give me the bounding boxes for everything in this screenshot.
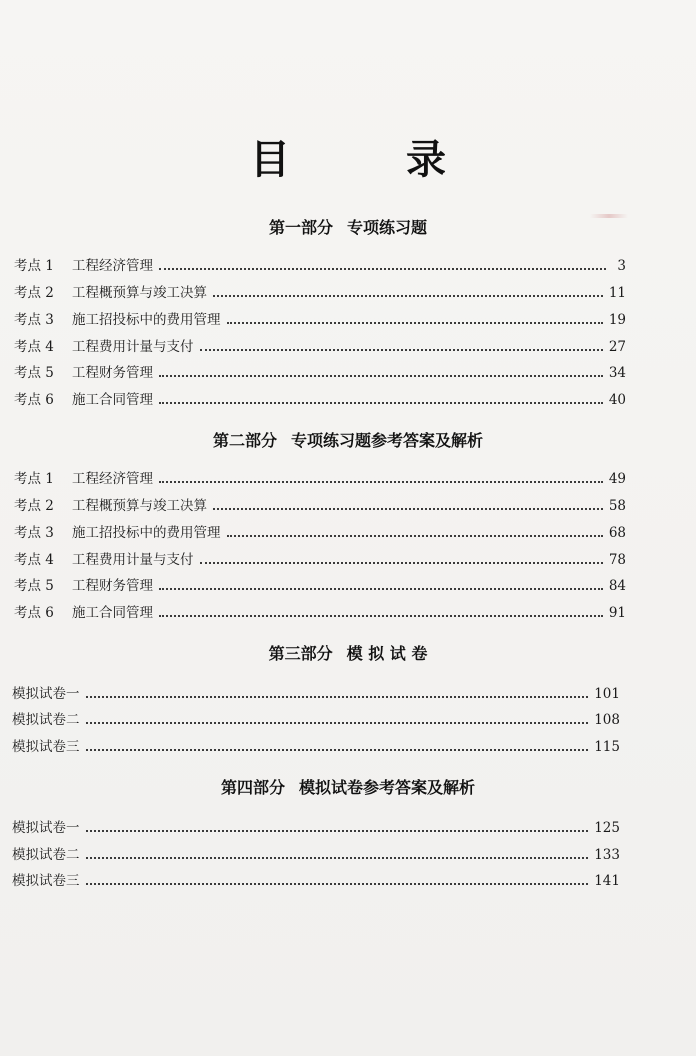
- toc-entry[interactable]: [14, 465, 626, 487]
- entry-title: 工程经济管理: [72, 258, 153, 274]
- entry-number: 考点 1: [14, 471, 54, 487]
- entry-title: 工程概预算与竣工决算: [72, 285, 207, 301]
- leader-dots: [86, 883, 589, 885]
- entry-title: 工程财务管理: [72, 365, 153, 381]
- entry-page: 133: [594, 847, 620, 863]
- toc-entry[interactable]: [12, 706, 620, 728]
- toc-entry[interactable]: [14, 333, 626, 355]
- entry-title: 模拟试卷一: [12, 820, 80, 836]
- section-heading-part-4: [0, 775, 696, 798]
- leader-dots: [86, 696, 589, 698]
- entry-page: 68: [608, 525, 626, 541]
- leader-dots: [159, 268, 606, 270]
- entry-page: 84: [608, 578, 626, 594]
- leader-dots: [159, 615, 603, 617]
- entry-page: 3: [617, 258, 626, 274]
- toc-entry[interactable]: [14, 492, 626, 514]
- section-heading-part-3: [0, 641, 696, 664]
- leader-dots: [86, 830, 589, 832]
- entry-page: 101: [594, 686, 620, 702]
- toc-entry[interactable]: [14, 279, 626, 301]
- entry-page: 19: [608, 312, 626, 328]
- leader-dots: [159, 481, 603, 483]
- toc-entry[interactable]: [12, 841, 620, 863]
- entry-title: 工程费用计量与支付: [72, 552, 194, 568]
- leader-dots: [86, 857, 589, 859]
- toc-entry[interactable]: [12, 733, 620, 755]
- entry-number: 考点 4: [14, 552, 54, 568]
- entry-title: 模拟试卷三: [12, 739, 80, 755]
- entry-page: 115: [594, 739, 620, 755]
- toc-entry[interactable]: [14, 572, 626, 594]
- toc-entry[interactable]: [14, 386, 626, 408]
- leader-dots: [213, 508, 603, 510]
- entry-page: 58: [608, 498, 626, 514]
- entry-page: 108: [594, 712, 620, 728]
- entry-page: 49: [608, 471, 626, 487]
- leader-dots: [159, 402, 603, 404]
- entry-title: 施工合同管理: [72, 392, 153, 408]
- toc-entry[interactable]: [14, 252, 626, 274]
- entry-number: 考点 3: [14, 525, 54, 541]
- toc-entry[interactable]: [14, 306, 626, 328]
- part-label: 第四部分: [220, 778, 285, 797]
- section-heading-part-1: [0, 215, 696, 238]
- entry-title: 模拟试卷二: [12, 712, 80, 728]
- entry-page: 40: [608, 392, 626, 408]
- entry-number: 考点 6: [14, 392, 54, 408]
- entry-number: 考点 5: [14, 578, 54, 594]
- toc-entry[interactable]: [12, 814, 620, 836]
- part-name: 模拟试卷参考答案及解析: [299, 778, 476, 797]
- entry-page: 27: [608, 339, 626, 355]
- toc-entry[interactable]: [12, 867, 620, 889]
- entry-number: 考点 3: [14, 312, 54, 328]
- toc-entry[interactable]: [14, 519, 626, 541]
- leader-dots: [159, 375, 603, 377]
- entry-title: 工程费用计量与支付: [72, 339, 194, 355]
- entry-title: 施工合同管理: [72, 605, 153, 621]
- entry-title: 施工招投标中的费用管理: [72, 525, 221, 541]
- toc-entry[interactable]: [12, 680, 620, 702]
- leader-dots: [159, 588, 603, 590]
- toc-entry[interactable]: [14, 359, 626, 381]
- leader-dots: [227, 535, 603, 537]
- entry-page: 125: [594, 820, 620, 836]
- part-label: 第二部分: [212, 431, 277, 450]
- section-heading-part-2: [0, 428, 696, 451]
- leader-dots: [213, 295, 603, 297]
- entry-page: 11: [608, 285, 626, 301]
- leader-dots: [86, 722, 589, 724]
- entry-title: 工程概预算与竣工决算: [72, 498, 207, 514]
- toc-entry[interactable]: [14, 599, 626, 621]
- toc-entry[interactable]: [14, 546, 626, 568]
- entry-number: 考点 2: [14, 498, 54, 514]
- entry-title: 模拟试卷二: [12, 847, 80, 863]
- entry-title: 工程经济管理: [72, 471, 153, 487]
- leader-dots: [227, 322, 603, 324]
- entry-title: 模拟试卷一: [12, 686, 80, 702]
- entry-number: 考点 6: [14, 605, 54, 621]
- part-name: 专项练习题: [347, 218, 428, 237]
- entry-number: 考点 2: [14, 285, 54, 301]
- entry-number: 考点 4: [14, 339, 54, 355]
- part-name: 专项练习题参考答案及解析: [291, 431, 484, 450]
- entry-number: 考点 1: [14, 258, 54, 274]
- entry-title: 工程财务管理: [72, 578, 153, 594]
- part-label: 第三部分: [268, 644, 333, 663]
- entry-page: 91: [608, 605, 626, 621]
- entry-title: 施工招投标中的费用管理: [72, 312, 221, 328]
- entry-page: 34: [608, 365, 626, 381]
- part-name: 模 拟 试 卷: [346, 644, 428, 663]
- part-label: 第一部分: [268, 218, 333, 237]
- entry-page: 78: [608, 552, 626, 568]
- leader-dots: [200, 562, 603, 564]
- page-title: 目 录: [250, 136, 484, 183]
- entry-page: 141: [594, 873, 620, 889]
- entry-number: 考点 5: [14, 365, 54, 381]
- leader-dots: [200, 349, 603, 351]
- leader-dots: [86, 749, 589, 751]
- entry-title: 模拟试卷三: [12, 873, 80, 889]
